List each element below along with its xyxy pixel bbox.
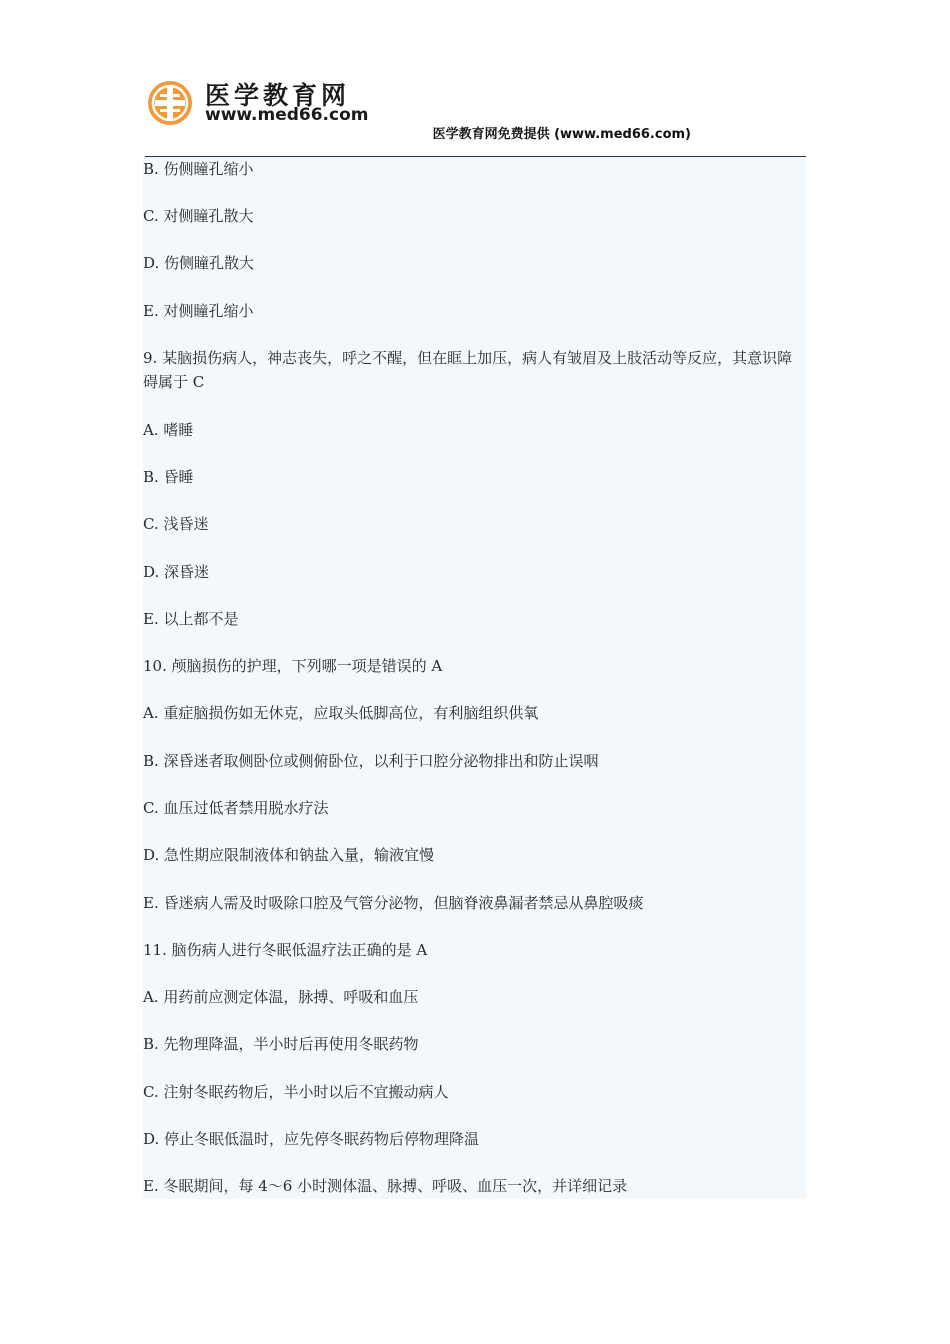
option-line: D. 深昏迷 [143,563,210,581]
page-header [145,74,806,158]
option-line: D. 急性期应限制液体和钠盐入量，输液宜慢 [143,846,435,864]
option-line: A. 用药前应测定体温，脉搏、呼吸和血压 [143,988,419,1006]
option-line: E. 对侧瞳孔缩小 [143,302,254,320]
option-line: D. 伤侧瞳孔散大 [143,254,255,272]
question-line: 9. 某脑损伤病人，神志丧失，呼之不醒，但在眶上加压，病人有皱眉及上肢活动等反应，其意识障碍属于 C [143,349,793,391]
option-line: E. 以上都不是 [143,610,239,628]
option-line: B. 伤侧瞳孔缩小 [143,160,254,178]
option-line: B. 深昏迷者取侧卧位或侧俯卧位，以利于口腔分泌物排出和防止误咽 [143,752,599,770]
question-line: 11. 脑伤病人进行冬眠低温疗法正确的是 A [143,941,428,959]
option-line: C. 对侧瞳孔散大 [143,207,254,225]
logo-url: www.med66.com [205,105,369,125]
option-line: A. 重症脑损伤如无休克，应取头低脚高位，有利脑组织供氧 [143,704,539,722]
option-line: D. 停止冬眠低温时，应先停冬眠药物后停物理降温 [143,1130,480,1148]
question-content [143,157,806,1199]
question-line: 10. 颅脑损伤的护理，下列哪一项是错误的 A [143,657,443,675]
option-line: B. 昏睡 [143,468,194,486]
med66-logo-icon [147,80,193,126]
option-line: C. 注射冬眠药物后，半小时以后不宜搬动病人 [143,1083,449,1101]
option-line: E. 冬眠期间，每 4～6 小时测体温、脉搏、呼吸、血压一次，并详细记录 [143,1177,628,1195]
option-line: C. 浅昏迷 [143,515,209,533]
logo-chinese-name: 医学教育网 [205,81,351,110]
option-line: E. 昏迷病人需及时吸除口腔及气管分泌物，但脑脊液鼻漏者禁忌从鼻腔吸痰 [143,894,644,912]
option-line: B. 先物理降温，半小时后再使用冬眠药物 [143,1035,419,1053]
provider-note: 医学教育网免费提供 (www.med66.com) [432,127,691,142]
option-line: C. 血压过低者禁用脱水疗法 [143,799,329,817]
option-line: A. 嗜睡 [143,421,194,439]
site-logo[interactable] [145,74,375,130]
